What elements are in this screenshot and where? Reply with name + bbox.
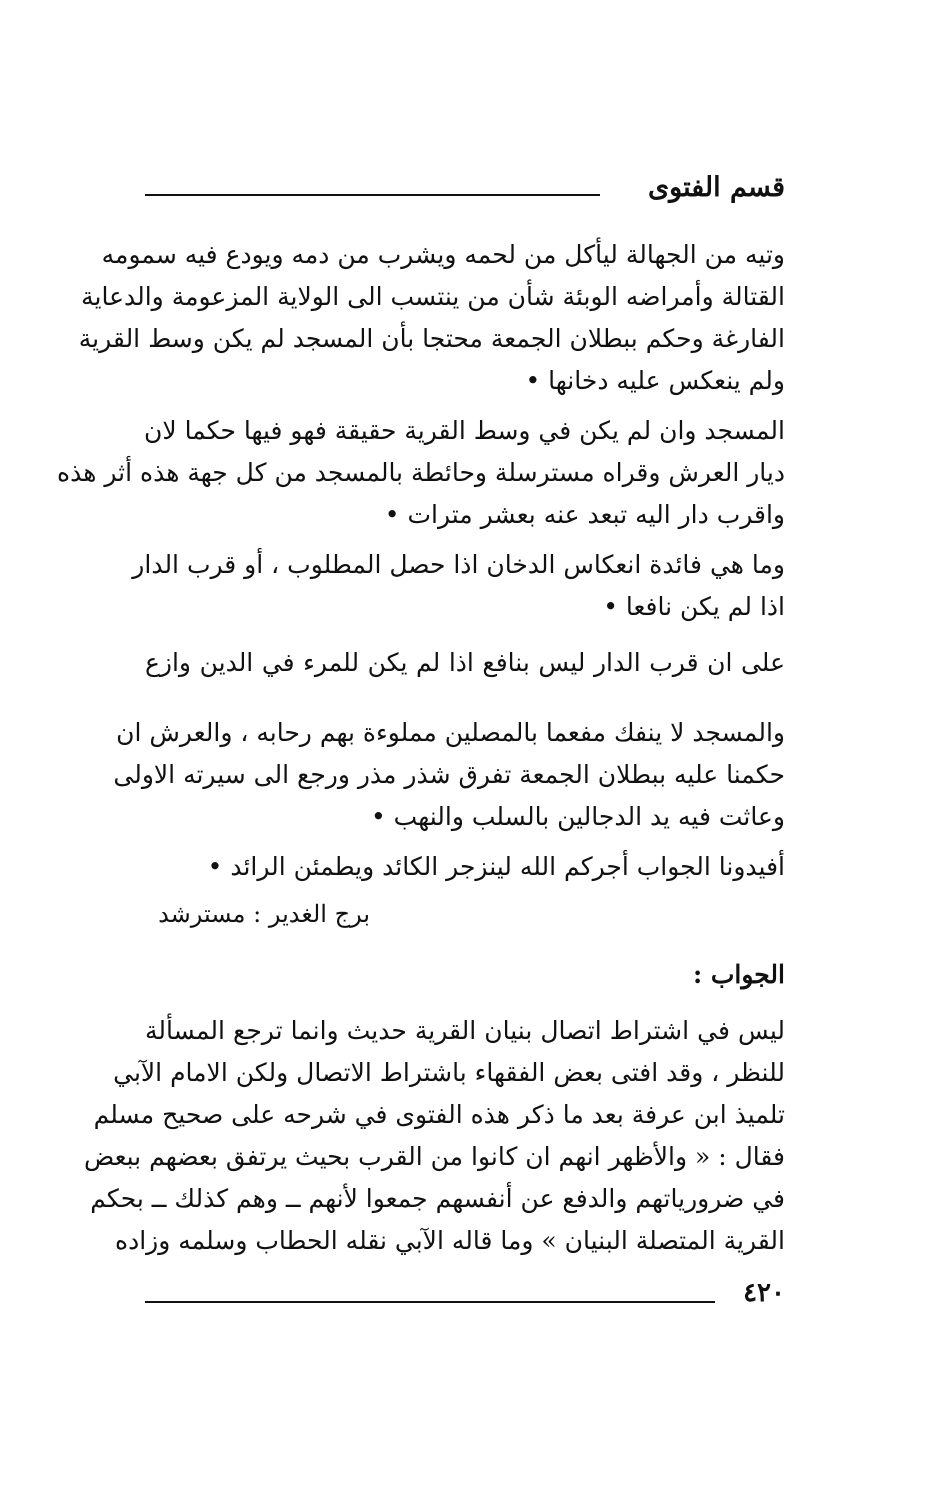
answer-line: تلميذ ابن عرفة بعد ما ذكر هذه الفتوى في شرحه على صحيح مسلم: [93, 1100, 785, 1129]
body-line: وعاثت فيه يد الدجالين بالسلب والنهب •: [370, 802, 785, 831]
body-line: ديار العرش وقراه مسترسلة وحائطة بالمسجد من كل جهة هذه أثر هذه: [56, 458, 785, 487]
answer-line: للنظر ، وقد افتى بعض الفقهاء باشتراط الاتصال ولكن الامام الآبي: [113, 1058, 785, 1087]
body-line: وما هي فائدة انعكاس الدخان اذا حصل المطلوب ، أو قرب الدار: [132, 550, 785, 579]
answer-line: ليس في اشتراط اتصال بنيان القرية حديث وانما ترجع المسألة: [145, 1016, 785, 1045]
body-line: أفيدونا الجواب أجركم الله لينزجر الكائد ويطمئن الرائد •: [207, 852, 785, 881]
page-header: [145, 172, 785, 212]
body-line: اذا لم يكن نافعا •: [603, 592, 785, 621]
answer-line: في ضرورياتهم والدفع عن أنفسهم جمعوا لأنهم ــ وهم كذلك ــ بحكم: [90, 1184, 785, 1213]
page-number: ٤٢٠: [743, 1278, 785, 1308]
body-line: الفارغة وحكم ببطلان الجمعة محتجا بأن المسجد لم يكن وسط القرية: [78, 324, 785, 353]
body-line: واقرب دار اليه تبعد عنه بعشر مترات •: [384, 500, 785, 529]
body-line: وتيه من الجهالة ليأكل من لحمه ويشرب من دمه ويودع فيه سمومه: [101, 240, 785, 269]
signature: برج الغدير : مسترشد: [158, 900, 370, 928]
body-line: القتالة وأمراضه الوبئة شأن من ينتسب الى الولاية المزعومة والدعاية: [81, 282, 785, 311]
section-title: قسم الفتوى: [648, 172, 785, 203]
body-line: حكمنا عليه ببطلان الجمعة تفرق شذر مذر ورجع الى سيرته الاولى: [113, 760, 785, 789]
answer-line: فقال : « والأظهر انهم ان كانوا من القرب بحيث يرتفق بعضهم ببعض: [83, 1142, 785, 1171]
answer-heading: الجواب :: [692, 960, 785, 989]
verse-line: على ان قرب الدار ليس بنافع اذا لم يكن للمرء في الدين وازع: [145, 648, 785, 677]
footer-rule: [145, 1301, 715, 1303]
body-line: والمسجد لا ينفك مفعما بالمصلين مملوءة بهم رحابه ، والعرش ان: [116, 718, 785, 747]
page-footer: [145, 1278, 785, 1318]
body-line: المسجد وان لم يكن في وسط القرية حقيقة فهو فيها حكما لان: [144, 416, 785, 445]
answer-line: القرية المتصلة البنيان » وما قاله الآبي نقله الحطاب وسلمه وزاده: [114, 1226, 785, 1255]
header-rule: [145, 194, 600, 196]
body-line: ولم ينعكس عليه دخانها •: [525, 366, 785, 395]
